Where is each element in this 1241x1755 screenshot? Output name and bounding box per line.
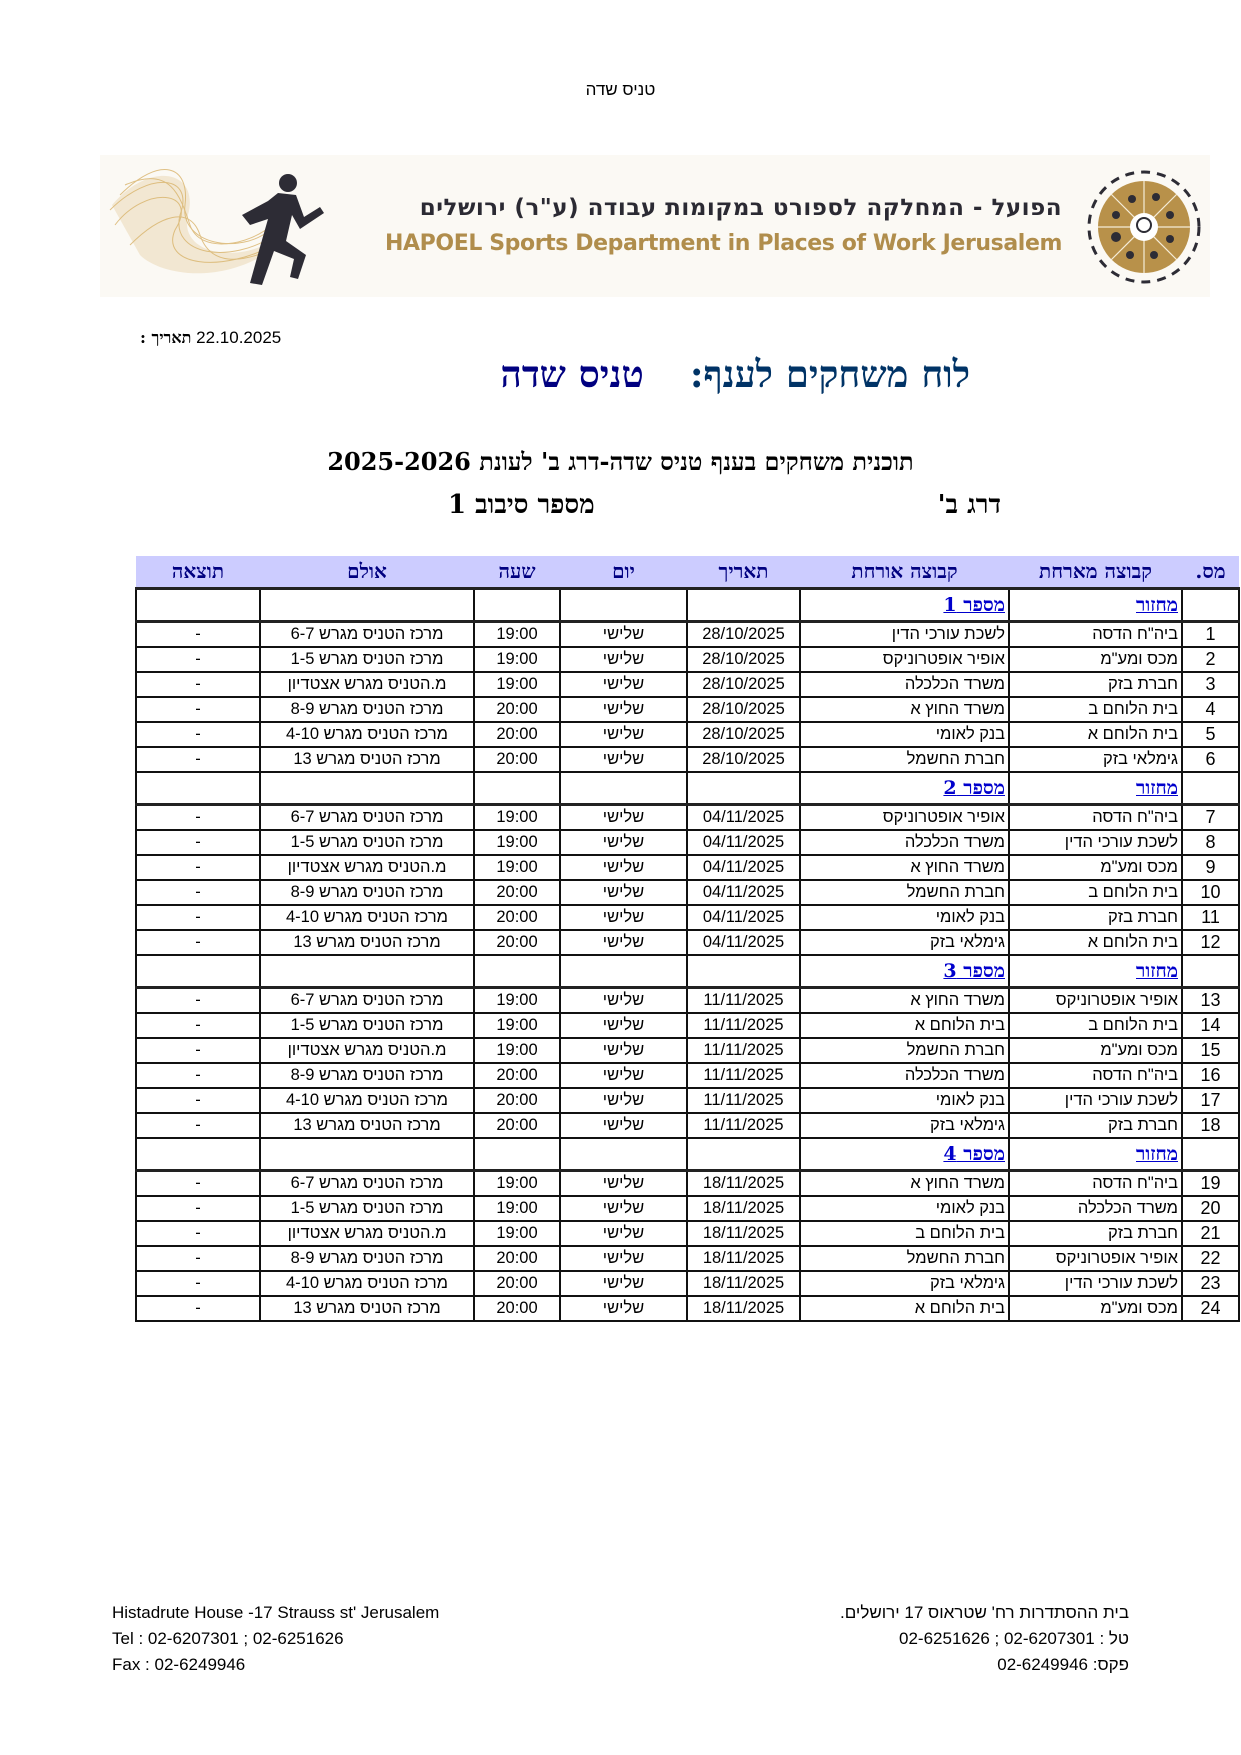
game-hall: מ.הטניס מגרש אצטדיון bbox=[260, 1221, 474, 1246]
host-team: לשכת עורכי הדין bbox=[1009, 1271, 1182, 1296]
game-hall: מרכז הטניס מגרש 1-5 bbox=[260, 830, 474, 855]
column-header-host-team: קבוצה מארחת bbox=[1009, 556, 1182, 589]
guest-team: משרד החוץ א bbox=[800, 1171, 1009, 1197]
table-row bbox=[136, 1271, 1239, 1296]
round-empty-cell bbox=[474, 1138, 560, 1171]
game-result: - bbox=[136, 747, 260, 772]
guest-team: בית הלוחם א bbox=[800, 1013, 1009, 1038]
game-result: - bbox=[136, 805, 260, 831]
game-hall: מרכז הטניס מגרש 13 bbox=[260, 930, 474, 955]
game-number: 9 bbox=[1182, 855, 1239, 880]
game-result: - bbox=[136, 1196, 260, 1221]
game-number: 20 bbox=[1182, 1196, 1239, 1221]
round-empty-cell bbox=[560, 589, 687, 622]
guest-team: משרד החוץ א bbox=[800, 988, 1009, 1014]
host-team: חברת בזק bbox=[1009, 1221, 1182, 1246]
game-date: 28/10/2025 bbox=[687, 722, 800, 747]
game-day: שלישי bbox=[560, 1296, 687, 1321]
table-row bbox=[136, 622, 1239, 648]
footer-he-phone: טל : 02-6207301 ; 02-6251626 bbox=[899, 1629, 1129, 1648]
game-time: 19:00 bbox=[474, 672, 560, 697]
game-result: - bbox=[136, 722, 260, 747]
game-date: 11/11/2025 bbox=[687, 1088, 800, 1113]
game-result: - bbox=[136, 697, 260, 722]
game-day: שלישי bbox=[560, 1063, 687, 1088]
table-row bbox=[136, 1113, 1239, 1138]
round-number: מספר 3 bbox=[800, 955, 1009, 988]
game-result: - bbox=[136, 1271, 260, 1296]
schedule-subtitle: תוכנית משחקים בענף טניס שדה-דרג ב' לעונת 2025-2026 bbox=[327, 447, 914, 476]
round-empty-cell bbox=[560, 772, 687, 805]
table-row bbox=[136, 1088, 1239, 1113]
org-name-hebrew: הפועל - המחלקה לספורט במקומות עבודה (ע"ר) ירושלים bbox=[419, 195, 1062, 221]
game-date: 28/10/2025 bbox=[687, 697, 800, 722]
guest-team: חברת החשמל bbox=[800, 880, 1009, 905]
host-team: משרד הכלכלה bbox=[1009, 1196, 1182, 1221]
game-number: 19 bbox=[1182, 1171, 1239, 1197]
guest-team: בנק לאומי bbox=[800, 722, 1009, 747]
host-team: אופיר אופטרוניקס bbox=[1009, 1246, 1182, 1271]
game-time: 20:00 bbox=[474, 722, 560, 747]
round-header-row bbox=[136, 589, 1239, 622]
game-hall: מרכז הטניס מגרש 8-9 bbox=[260, 880, 474, 905]
game-number: 8 bbox=[1182, 830, 1239, 855]
main-title-label: לוח משחקים לענף: bbox=[689, 352, 970, 396]
guest-team: חברת החשמל bbox=[800, 1246, 1009, 1271]
game-time: 19:00 bbox=[474, 622, 560, 648]
game-result: - bbox=[136, 855, 260, 880]
guest-team: אופיר אופטרוניקס bbox=[800, 805, 1009, 831]
game-time: 20:00 bbox=[474, 1088, 560, 1113]
column-header-date: תאריך bbox=[687, 556, 800, 589]
game-hall: מ.הטניס מגרש אצטדיון bbox=[260, 855, 474, 880]
game-day: שלישי bbox=[560, 855, 687, 880]
game-date: 11/11/2025 bbox=[687, 1113, 800, 1138]
guest-team: בית הלוחם א bbox=[800, 1296, 1009, 1321]
game-time: 19:00 bbox=[474, 1196, 560, 1221]
column-header-time: שעה bbox=[474, 556, 560, 589]
table-row bbox=[136, 1196, 1239, 1221]
game-time: 20:00 bbox=[474, 697, 560, 722]
game-day: שלישי bbox=[560, 880, 687, 905]
document-date bbox=[140, 328, 281, 348]
footer-en-phone: Tel : 02-6207301 ; 02-6251626 bbox=[112, 1629, 344, 1648]
host-team: מכס ומע"מ bbox=[1009, 855, 1182, 880]
round-header-row bbox=[136, 955, 1239, 988]
game-number: 13 bbox=[1182, 988, 1239, 1014]
game-day: שלישי bbox=[560, 622, 687, 648]
game-date: 18/11/2025 bbox=[687, 1221, 800, 1246]
round-empty-cell bbox=[1182, 589, 1239, 622]
game-hall: מרכז הטניס מגרש 8-9 bbox=[260, 1246, 474, 1271]
game-hall: מרכז הטניס מגרש 1-5 bbox=[260, 1196, 474, 1221]
host-team: מכס ומע"מ bbox=[1009, 1038, 1182, 1063]
game-date: 18/11/2025 bbox=[687, 1196, 800, 1221]
host-team: לשכת עורכי הדין bbox=[1009, 830, 1182, 855]
footer-address-hebrew bbox=[840, 1600, 1129, 1678]
round-empty-cell bbox=[136, 955, 260, 988]
table-row bbox=[136, 988, 1239, 1014]
round-empty-cell bbox=[1182, 1138, 1239, 1171]
game-date: 11/11/2025 bbox=[687, 1013, 800, 1038]
host-team: מכס ומע"מ bbox=[1009, 647, 1182, 672]
table-row bbox=[136, 1171, 1239, 1197]
date-value: 22.10.2025 bbox=[196, 328, 282, 347]
game-number: 2 bbox=[1182, 647, 1239, 672]
column-header-guest-team: קבוצה אורחת bbox=[800, 556, 1009, 589]
game-result: - bbox=[136, 1063, 260, 1088]
table-header-row bbox=[136, 556, 1239, 589]
host-team: אופיר אופטרוניקס bbox=[1009, 988, 1182, 1014]
game-time: 19:00 bbox=[474, 1013, 560, 1038]
game-result: - bbox=[136, 988, 260, 1014]
game-date: 28/10/2025 bbox=[687, 622, 800, 648]
guest-team: בנק לאומי bbox=[800, 905, 1009, 930]
game-date: 18/11/2025 bbox=[687, 1246, 800, 1271]
game-number: 16 bbox=[1182, 1063, 1239, 1088]
game-result: - bbox=[136, 1038, 260, 1063]
game-number: 12 bbox=[1182, 930, 1239, 955]
game-time: 20:00 bbox=[474, 747, 560, 772]
table-row bbox=[136, 1038, 1239, 1063]
game-day: שלישי bbox=[560, 905, 687, 930]
game-result: - bbox=[136, 830, 260, 855]
game-date: 28/10/2025 bbox=[687, 672, 800, 697]
game-result: - bbox=[136, 880, 260, 905]
round-empty-cell bbox=[474, 772, 560, 805]
game-number: 7 bbox=[1182, 805, 1239, 831]
column-header-number: מס. bbox=[1182, 556, 1239, 589]
game-number: 21 bbox=[1182, 1221, 1239, 1246]
round-empty-cell bbox=[474, 955, 560, 988]
round-number: מספר 1 bbox=[800, 589, 1009, 622]
game-result: - bbox=[136, 905, 260, 930]
game-result: - bbox=[136, 647, 260, 672]
table-row bbox=[136, 1063, 1239, 1088]
round-empty-cell bbox=[136, 772, 260, 805]
game-time: 20:00 bbox=[474, 1063, 560, 1088]
footer-en-address: Histadrute House -17 Strauss st' Jerusalem bbox=[112, 1603, 440, 1622]
page-header: טניס שדה bbox=[585, 80, 656, 99]
game-number: 24 bbox=[1182, 1296, 1239, 1321]
guest-team: משרד החוץ א bbox=[800, 855, 1009, 880]
game-number: 6 bbox=[1182, 747, 1239, 772]
game-day: שלישי bbox=[560, 1171, 687, 1197]
grade-label: דרג ב' bbox=[937, 490, 1001, 520]
game-time: 20:00 bbox=[474, 905, 560, 930]
game-day: שלישי bbox=[560, 747, 687, 772]
game-number: 14 bbox=[1182, 1013, 1239, 1038]
game-date: 18/11/2025 bbox=[687, 1171, 800, 1197]
game-result: - bbox=[136, 930, 260, 955]
game-time: 20:00 bbox=[474, 1113, 560, 1138]
game-hall: מרכז הטניס מגרש 13 bbox=[260, 747, 474, 772]
game-date: 28/10/2025 bbox=[687, 747, 800, 772]
game-hall: מרכז הטניס מגרש 4-10 bbox=[260, 1088, 474, 1113]
host-team: מכס ומע"מ bbox=[1009, 1296, 1182, 1321]
round-empty-cell bbox=[260, 1138, 474, 1171]
game-date: 04/11/2025 bbox=[687, 930, 800, 955]
game-day: שלישי bbox=[560, 722, 687, 747]
game-hall: מרכז הטניס מגרש 6-7 bbox=[260, 1171, 474, 1197]
column-header-day: יום bbox=[560, 556, 687, 589]
game-day: שלישי bbox=[560, 988, 687, 1014]
round-empty-cell bbox=[687, 955, 800, 988]
table-row bbox=[136, 672, 1239, 697]
footer-he-fax: פקס: 02-6249946 bbox=[997, 1655, 1129, 1674]
game-number: 5 bbox=[1182, 722, 1239, 747]
round-empty-cell bbox=[474, 589, 560, 622]
table-row bbox=[136, 830, 1239, 855]
runner-logo-icon bbox=[100, 155, 400, 297]
game-time: 20:00 bbox=[474, 1246, 560, 1271]
host-team: לשכת עורכי הדין bbox=[1009, 1088, 1182, 1113]
game-hall: מרכז הטניס מגרש 4-10 bbox=[260, 1271, 474, 1296]
host-team: בית הלוחם ב bbox=[1009, 697, 1182, 722]
round-empty-cell bbox=[260, 772, 474, 805]
game-time: 20:00 bbox=[474, 880, 560, 905]
game-day: שלישי bbox=[560, 647, 687, 672]
game-date: 18/11/2025 bbox=[687, 1271, 800, 1296]
round-label: מחזור bbox=[1009, 1138, 1182, 1171]
table-row bbox=[136, 722, 1239, 747]
guest-team: גימלאי בזק bbox=[800, 1271, 1009, 1296]
game-day: שלישי bbox=[560, 1088, 687, 1113]
guest-team: אופיר אופטרוניקס bbox=[800, 647, 1009, 672]
column-header-hall: אולם bbox=[260, 556, 474, 589]
round-header-row bbox=[136, 772, 1239, 805]
footer-he-address: בית ההסתדרות רח' שטראוס 17 ירושלים. bbox=[840, 1603, 1129, 1622]
game-number: 10 bbox=[1182, 880, 1239, 905]
table-row bbox=[136, 1221, 1239, 1246]
table-row bbox=[136, 1246, 1239, 1271]
game-day: שלישי bbox=[560, 1221, 687, 1246]
game-hall: מרכז הטניס מגרש 6-7 bbox=[260, 988, 474, 1014]
round-label: מחזור bbox=[1009, 772, 1182, 805]
game-result: - bbox=[136, 622, 260, 648]
game-date: 04/11/2025 bbox=[687, 805, 800, 831]
game-date: 11/11/2025 bbox=[687, 1063, 800, 1088]
guest-team: משרד הכלכלה bbox=[800, 1063, 1009, 1088]
game-hall: מרכז הטניס מגרש 13 bbox=[260, 1113, 474, 1138]
round-label: מחזור bbox=[1009, 955, 1182, 988]
host-team: בית הלוחם ב bbox=[1009, 880, 1182, 905]
game-number: 18 bbox=[1182, 1113, 1239, 1138]
game-date: 28/10/2025 bbox=[687, 647, 800, 672]
round-empty-cell bbox=[260, 589, 474, 622]
hapoel-emblem-icon bbox=[1084, 167, 1204, 287]
footer-address-english bbox=[112, 1600, 439, 1678]
table-row bbox=[136, 805, 1239, 831]
table-row bbox=[136, 647, 1239, 672]
game-date: 11/11/2025 bbox=[687, 988, 800, 1014]
round-empty-cell bbox=[1182, 772, 1239, 805]
game-time: 19:00 bbox=[474, 855, 560, 880]
host-team: ביה"ח הדסה bbox=[1009, 622, 1182, 648]
host-team: ביה"ח הדסה bbox=[1009, 1171, 1182, 1197]
game-time: 19:00 bbox=[474, 1038, 560, 1063]
date-label: תאריך : bbox=[140, 328, 192, 347]
column-header-result: תוצאה bbox=[136, 556, 260, 589]
game-time: 20:00 bbox=[474, 1271, 560, 1296]
guest-team: משרד הכלכלה bbox=[800, 830, 1009, 855]
round-empty-cell bbox=[560, 1138, 687, 1171]
game-time: 20:00 bbox=[474, 930, 560, 955]
table-row bbox=[136, 905, 1239, 930]
round-label: מחזור bbox=[1009, 589, 1182, 622]
host-team: בית הלוחם א bbox=[1009, 722, 1182, 747]
footer-en-fax: Fax : 02-6249946 bbox=[112, 1655, 246, 1674]
game-number: 17 bbox=[1182, 1088, 1239, 1113]
round-empty-cell bbox=[1182, 955, 1239, 988]
guest-team: חברת החשמל bbox=[800, 747, 1009, 772]
guest-team: בית הלוחם ב bbox=[800, 1221, 1009, 1246]
host-team: חברת בזק bbox=[1009, 1113, 1182, 1138]
main-title bbox=[370, 352, 970, 397]
game-result: - bbox=[136, 1246, 260, 1271]
round-empty-cell bbox=[687, 772, 800, 805]
round-empty-cell bbox=[136, 1138, 260, 1171]
game-date: 04/11/2025 bbox=[687, 855, 800, 880]
game-day: שלישי bbox=[560, 672, 687, 697]
table-row bbox=[136, 1013, 1239, 1038]
game-date: 11/11/2025 bbox=[687, 1038, 800, 1063]
guest-team: גימלאי בזק bbox=[800, 1113, 1009, 1138]
round-number: מספר 2 bbox=[800, 772, 1009, 805]
game-hall: מרכז הטניס מגרש 1-5 bbox=[260, 647, 474, 672]
guest-team: משרד הכלכלה bbox=[800, 672, 1009, 697]
game-day: שלישי bbox=[560, 697, 687, 722]
game-hall: מרכז הטניס מגרש 1-5 bbox=[260, 1013, 474, 1038]
game-day: שלישי bbox=[560, 1038, 687, 1063]
game-date: 04/11/2025 bbox=[687, 880, 800, 905]
round-empty-cell bbox=[136, 589, 260, 622]
game-hall: מרכז הטניס מגרש 4-10 bbox=[260, 905, 474, 930]
round-number-label: מספר סיבוב 1 bbox=[448, 490, 595, 520]
round-empty-cell bbox=[687, 1138, 800, 1171]
game-time: 19:00 bbox=[474, 647, 560, 672]
game-result: - bbox=[136, 1088, 260, 1113]
game-hall: מרכז הטניס מגרש 8-9 bbox=[260, 1063, 474, 1088]
game-number: 22 bbox=[1182, 1246, 1239, 1271]
game-day: שלישי bbox=[560, 1246, 687, 1271]
game-time: 19:00 bbox=[474, 805, 560, 831]
guest-team: לשכת עורכי הדין bbox=[800, 622, 1009, 648]
round-empty-cell bbox=[687, 589, 800, 622]
game-date: 18/11/2025 bbox=[687, 1296, 800, 1321]
game-day: שלישי bbox=[560, 1013, 687, 1038]
host-team: חברת בזק bbox=[1009, 672, 1182, 697]
game-hall: מרכז הטניס מגרש 13 bbox=[260, 1296, 474, 1321]
game-result: - bbox=[136, 672, 260, 697]
game-date: 04/11/2025 bbox=[687, 905, 800, 930]
round-empty-cell bbox=[560, 955, 687, 988]
table-row bbox=[136, 930, 1239, 955]
game-result: - bbox=[136, 1113, 260, 1138]
table-row bbox=[136, 697, 1239, 722]
game-hall: מ.הטניס מגרש אצטדיון bbox=[260, 1038, 474, 1063]
game-time: 19:00 bbox=[474, 830, 560, 855]
table-row bbox=[136, 747, 1239, 772]
table-row bbox=[136, 880, 1239, 905]
game-time: 19:00 bbox=[474, 1171, 560, 1197]
guest-team: משרד החוץ א bbox=[800, 697, 1009, 722]
game-day: שלישי bbox=[560, 1196, 687, 1221]
game-hall: מרכז הטניס מגרש 6-7 bbox=[260, 622, 474, 648]
game-time: 20:00 bbox=[474, 1296, 560, 1321]
round-header-row bbox=[136, 1138, 1239, 1171]
table-row bbox=[136, 1296, 1239, 1321]
game-day: שלישי bbox=[560, 805, 687, 831]
host-team: גימלאי בזק bbox=[1009, 747, 1182, 772]
game-hall: מ.הטניס מגרש אצטדיון bbox=[260, 672, 474, 697]
game-number: 11 bbox=[1182, 905, 1239, 930]
game-number: 4 bbox=[1182, 697, 1239, 722]
game-result: - bbox=[136, 1171, 260, 1197]
game-result: - bbox=[136, 1221, 260, 1246]
game-day: שלישי bbox=[560, 930, 687, 955]
game-result: - bbox=[136, 1013, 260, 1038]
game-day: שלישי bbox=[560, 830, 687, 855]
round-empty-cell bbox=[260, 955, 474, 988]
table-row bbox=[136, 855, 1239, 880]
game-hall: מרכז הטניס מגרש 6-7 bbox=[260, 805, 474, 831]
host-team: ביה"ח הדסה bbox=[1009, 1063, 1182, 1088]
org-name-english: HAPOEL Sports Department in Places of Work Jerusalem bbox=[385, 231, 1062, 256]
game-number: 23 bbox=[1182, 1271, 1239, 1296]
game-number: 3 bbox=[1182, 672, 1239, 697]
game-time: 19:00 bbox=[474, 988, 560, 1014]
game-hall: מרכז הטניס מגרש 8-9 bbox=[260, 697, 474, 722]
game-day: שלישי bbox=[560, 1113, 687, 1138]
guest-team: בנק לאומי bbox=[800, 1088, 1009, 1113]
host-team: בית הלוחם א bbox=[1009, 930, 1182, 955]
round-number: מספר 4 bbox=[800, 1138, 1009, 1171]
games-schedule-table bbox=[135, 556, 1240, 1322]
organization-banner bbox=[100, 155, 1210, 297]
game-number: 1 bbox=[1182, 622, 1239, 648]
host-team: ביה"ח הדסה bbox=[1009, 805, 1182, 831]
game-result: - bbox=[136, 1296, 260, 1321]
game-number: 15 bbox=[1182, 1038, 1239, 1063]
game-day: שלישי bbox=[560, 1271, 687, 1296]
game-hall: מרכז הטניס מגרש 4-10 bbox=[260, 722, 474, 747]
game-time: 19:00 bbox=[474, 1221, 560, 1246]
guest-team: גימלאי בזק bbox=[800, 930, 1009, 955]
host-team: חברת בזק bbox=[1009, 905, 1182, 930]
guest-team: חברת החשמל bbox=[800, 1038, 1009, 1063]
main-title-branch: טניס שדה bbox=[500, 352, 644, 396]
game-date: 04/11/2025 bbox=[687, 830, 800, 855]
host-team: בית הלוחם ב bbox=[1009, 1013, 1182, 1038]
guest-team: בנק לאומי bbox=[800, 1196, 1009, 1221]
